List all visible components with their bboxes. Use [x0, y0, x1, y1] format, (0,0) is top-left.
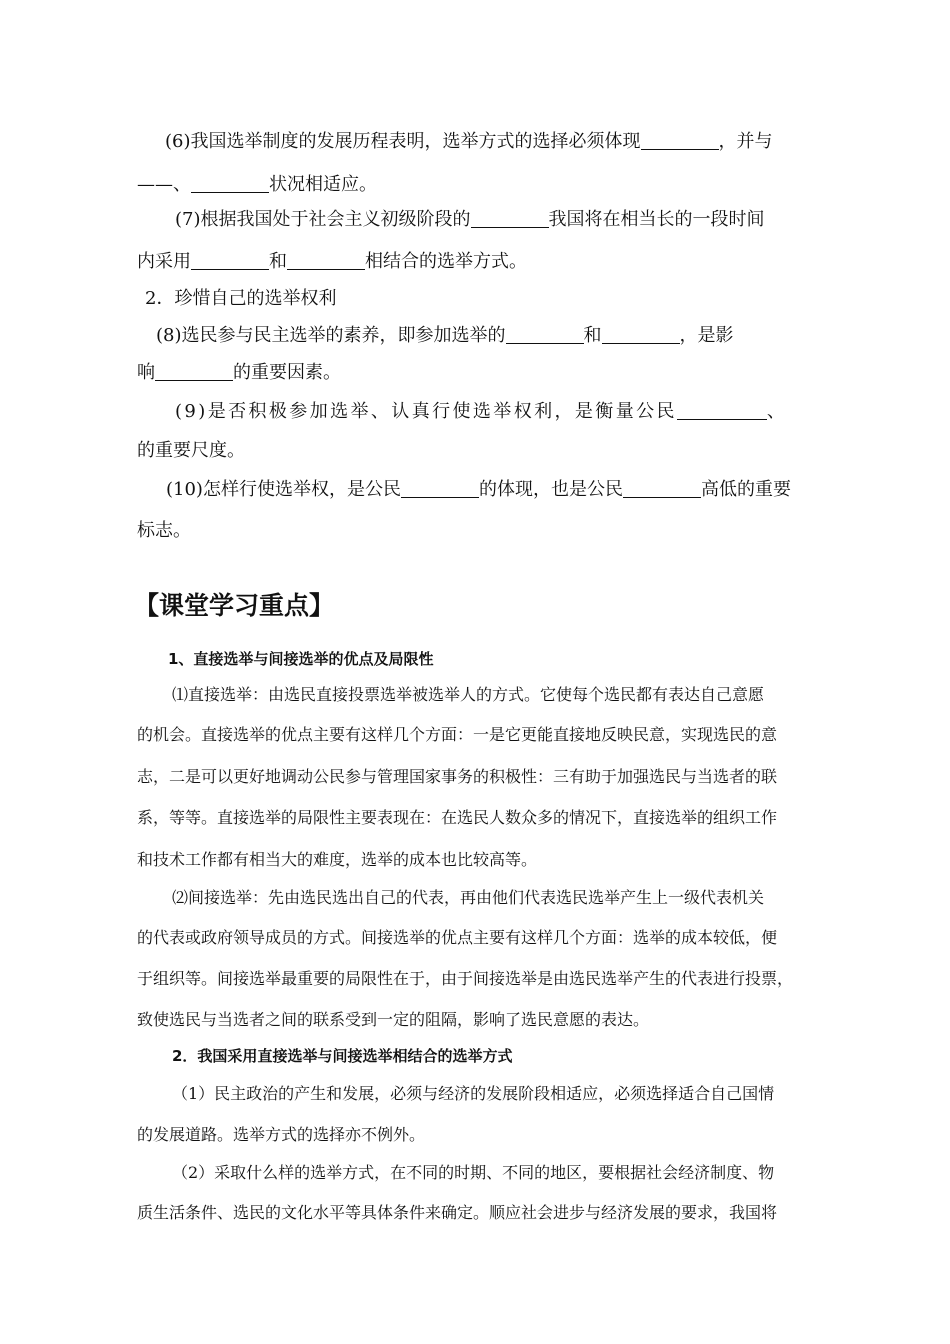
- paragraph-line: 志，二是可以更好地调动公民参与管理国家事务的积极性：三有助于加强选民与当选者的联: [137, 767, 778, 786]
- question-9-line-2: 的重要尺度。: [137, 440, 245, 461]
- answer-blank[interactable]: [623, 479, 701, 498]
- answer-blank[interactable]: [677, 401, 767, 420]
- answer-blank[interactable]: [287, 251, 365, 270]
- question-10-line-1: (10)怎样行使选举权，是公民 的体现，也是公民 高低的重要: [166, 479, 791, 500]
- answer-blank[interactable]: [155, 362, 233, 381]
- paragraph-line: 的机会。直接选举的优点主要有这样几个方面：一是它更能直接地反映民意，实现选民的意: [137, 725, 778, 744]
- section-heading: 【课堂学习重点】: [134, 591, 335, 620]
- question-9-line-1: (9)是否积极参加选举、认真行使选举权利，是衡量公民 、: [175, 401, 788, 422]
- paragraph-line: 和技术工作都有相当大的难度，选举的成本也比较高等。: [137, 850, 538, 869]
- question-6-line-2: ——、 状况相适应。: [137, 174, 377, 195]
- paragraph-line: 的发展道路。选举方式的选择亦不例外。: [137, 1125, 426, 1144]
- question-8-line-2: 响 的重要因素。: [137, 362, 341, 383]
- question-7-line-1: (7)根据我国处于社会主义初级阶段的 我国将在相当长的一段时间: [175, 209, 765, 230]
- paragraph-line: ⑵间接选举：先由选民选出自己的代表，再由他们代表选民选举产生上一级代表机关: [172, 888, 765, 907]
- answer-blank[interactable]: [641, 131, 719, 150]
- paragraph-line: （2）采取什么样的选举方式，在不同的时期、不同的地区，要根据社会经济制度、物: [172, 1163, 775, 1182]
- paragraph-line: （1）民主政治的产生和发展，必须与经济的发展阶段相适应，必须选择适合自己国情: [172, 1084, 775, 1103]
- answer-blank[interactable]: [191, 174, 269, 193]
- question-6-line-1: (6)我国选举制度的发展历程表明，选举方式的选择必须体现 ，并与: [165, 131, 773, 152]
- answer-blank[interactable]: [602, 325, 680, 344]
- paragraph-line: 系，等等。直接选举的局限性主要表现在：在选民人数众多的情况下，直接选举的组织工作: [137, 808, 778, 827]
- paragraph-line: 的代表或政府领导成员的方式。间接选举的优点主要有这样几个方面：选举的成本较低，便: [137, 928, 778, 947]
- answer-blank[interactable]: [506, 325, 584, 344]
- section-2-title: 2．珍惜自己的选举权利: [145, 288, 337, 309]
- question-7-line-2: 内采用 和 相结合的选举方式。: [137, 251, 527, 272]
- question-10-line-2: 标志。: [137, 520, 191, 541]
- paragraph-line: ⑴直接选举：由选民直接投票选举被选举人的方式。它使每个选民都有表达自己意愿: [172, 685, 765, 704]
- answer-blank[interactable]: [191, 251, 269, 270]
- paragraph-line: 致使选民与当选者之间的联系受到一定的阻隔，影响了选民意愿的表达。: [137, 1010, 650, 1029]
- question-8-line-1: (8)选民参与民主选举的素养，即参加选举的 和 ，是影: [156, 325, 734, 346]
- answer-blank[interactable]: [471, 209, 549, 228]
- topic-1-title: 1、直接选举与间接选举的优点及局限性: [168, 650, 434, 668]
- paragraph-line: 质生活条件、选民的文化水平等具体条件来确定。顺应社会进步与经济发展的要求，我国将: [137, 1203, 778, 1222]
- paragraph-line: 于组织等。间接选举最重要的局限性在于，由于间接选举是由选民选举产生的代表进行投票，: [137, 969, 794, 988]
- answer-blank[interactable]: [401, 479, 479, 498]
- topic-2-title: 2．我国采用直接选举与间接选举相结合的选举方式: [172, 1047, 513, 1065]
